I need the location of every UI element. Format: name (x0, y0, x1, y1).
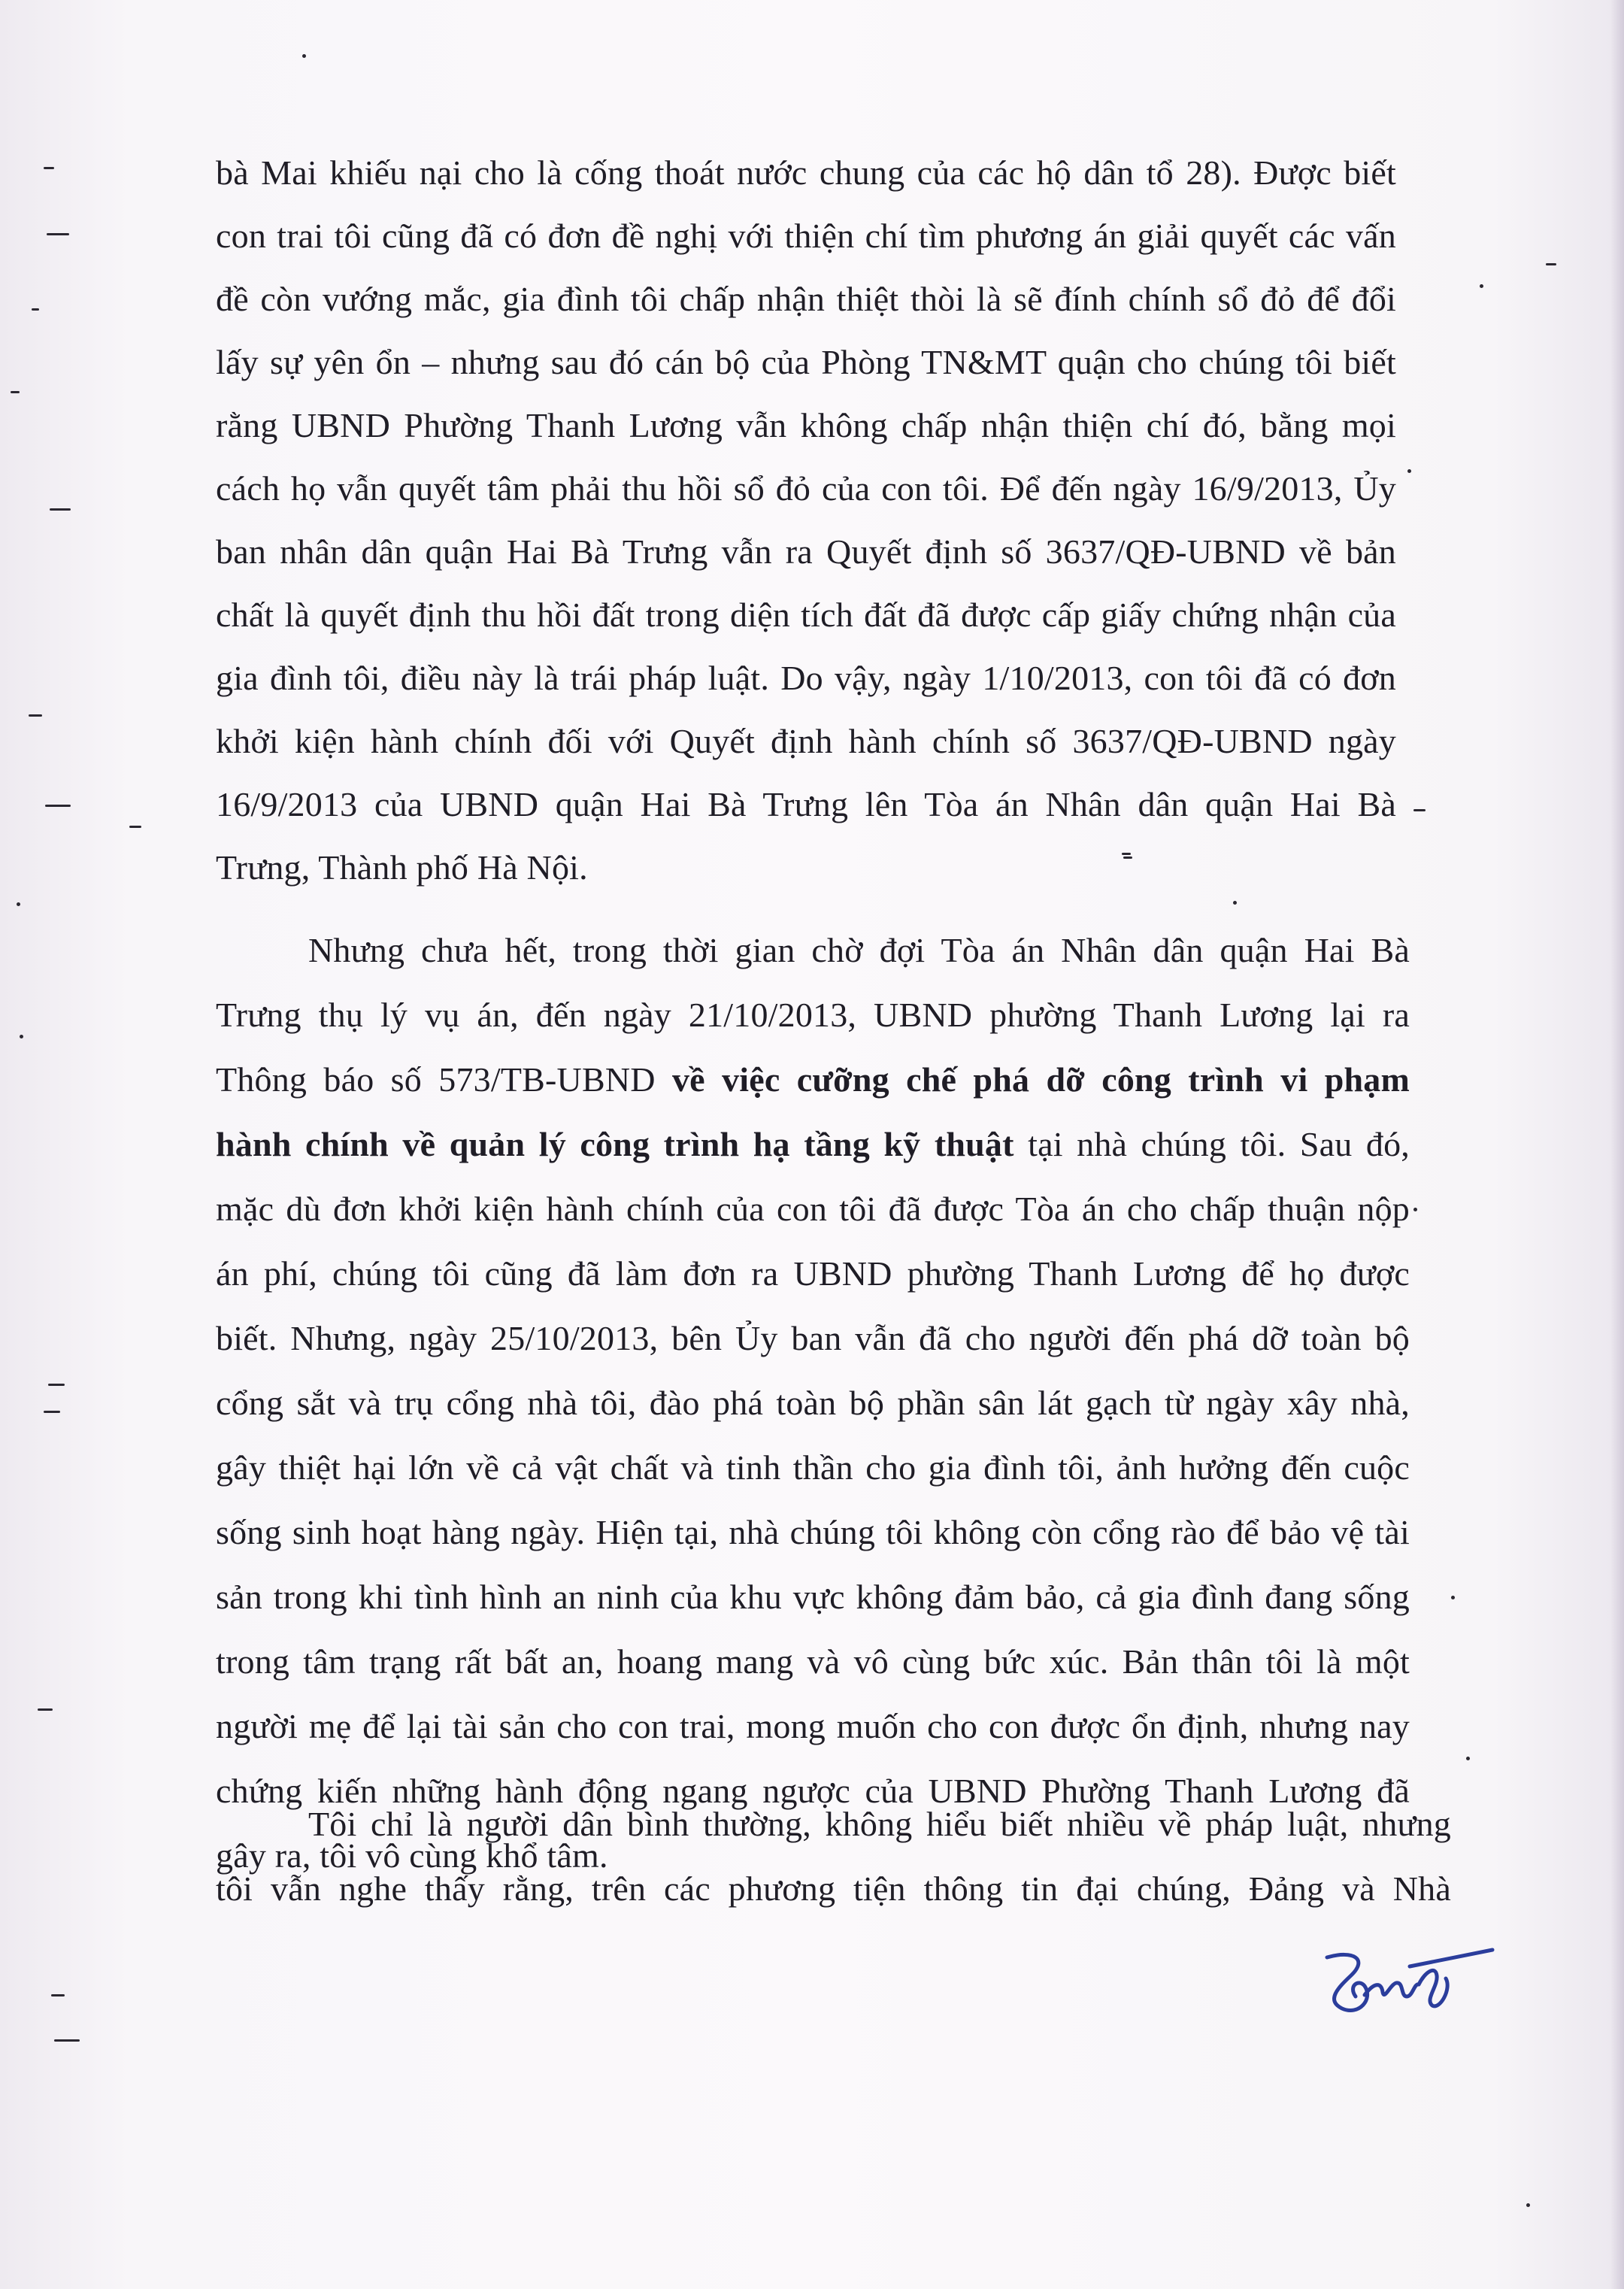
text-line: rằng UBND Phường Thanh Lương vẫn không chấp nhận thiện chí đó, bằng mọi (216, 406, 1396, 444)
text-line: biết. Nhưng, ngày 25/10/2013, bên Ủy ban vẫn đã cho người đến phá dỡ toàn bộ (216, 1319, 1410, 1357)
scan-mark (54, 2039, 80, 2042)
text-line: cách họ vẫn quyết tâm phải thu hồi sổ đỏ của con tôi. Để đến ngày 16/9/2013, Ủy (216, 469, 1396, 508)
text-line: án phí, chúng tôi cũng đã làm đơn ra UBND phường Thanh Lương để họ được (216, 1254, 1410, 1293)
text-line: bà Mai khiếu nại cho là cống thoát nước chung của các hộ dân tổ 28). Được biết (216, 153, 1396, 192)
text-line: mặc dù đơn khởi kiện hành chính của con tôi đã được Tòa án cho chấp thuận nộp (216, 1190, 1410, 1228)
text-line: chứng kiến những hành động ngang ngược của UBND Phường Thanh Lương đã (216, 1772, 1410, 1810)
text-run: Thông báo số 573/TB-UBND (216, 1060, 672, 1099)
text-line: 16/9/2013 của UBND quận Hai Bà Trưng lên Tòa án Nhân dân quận Hai Bà (216, 785, 1396, 823)
scan-mark (44, 1411, 60, 1413)
scan-speck (1413, 1208, 1417, 1211)
scan-mark (1123, 856, 1132, 859)
text-line: sống sinh hoạt hàng ngày. Hiện tại, nhà chúng tôi không còn cổng rào để bảo vệ tài (216, 1513, 1410, 1551)
scan-mark (38, 1708, 53, 1711)
scan-mark (48, 1384, 65, 1386)
text-line: người mẹ để lại tài sản cho con trai, mong muốn cho con được ổn định, nhưng nay (216, 1707, 1410, 1745)
text-line: ban nhân dân quận Hai Bà Trưng vẫn ra Quyết định số 3637/QĐ-UBND về bản (216, 532, 1396, 571)
text-line: đề còn vướng mắc, gia đình tôi chấp nhận thiệt thòi là sẽ đính chính sổ đỏ để đổi (216, 280, 1396, 318)
scan-speck (1480, 284, 1483, 288)
scan-speck (1526, 2203, 1530, 2207)
text-line: gây ra, tôi vô cùng khổ tâm. (216, 1836, 608, 1875)
scan-mark (11, 391, 20, 393)
text-line: trong tâm trạng rất bất an, hoang mang và vô cùng bức xúc. Bản thân tôi là một (216, 1642, 1410, 1681)
bold-text-run: hành chính về quản lý công trình hạ tầng kỹ thuật (216, 1125, 1014, 1163)
text-line: con trai tôi cũng đã có đơn đề nghị với thiện chí tìm phương án giải quyết các vấn (216, 217, 1396, 255)
scan-mark (50, 508, 71, 511)
scan-speck (1407, 469, 1411, 473)
text-line: Tôi chỉ là người dân bình thường, không hiểu biết nhiều về pháp luật, nhưng (308, 1805, 1451, 1843)
text-run: tại nhà chúng tôi. Sau đó, (1013, 1125, 1410, 1163)
scan-mark (51, 1994, 65, 1996)
text-line: khởi kiện hành chính đối với Quyết định hành chính số 3637/QĐ-UBND ngày (216, 722, 1396, 760)
scan-speck (1451, 1596, 1455, 1599)
text-line: Nhưng chưa hết, trong thời gian chờ đợi Tòa án Nhân dân quận Hai Bà (308, 931, 1410, 969)
bold-text-run: về việc cưỡng chế phá dỡ công trình vi phạm (671, 1060, 1410, 1099)
scan-mark (1413, 809, 1426, 811)
text-line: cổng sắt và trụ cổng nhà tôi, đào phá toàn bộ phần sân lát gạch từ ngày xây nhà, (216, 1384, 1410, 1422)
scan-mark (32, 308, 39, 311)
text-line: Trưng, Thành phố Hà Nội. (216, 848, 588, 887)
text-line: chất là quyết định thu hồi đất trong diện tích đất đã được cấp giấy chứng nhận của (216, 596, 1396, 634)
scan-speck (302, 54, 306, 58)
text-line: tôi vẫn nghe thấy rằng, trên các phương tiện thông tin đại chúng, Đảng và Nhà (216, 1869, 1451, 1908)
scan-mark (1122, 853, 1131, 855)
text-line: sản trong khi tình hình an ninh của khu vực không đảm bảo, cả gia đình đang sống (216, 1578, 1410, 1616)
text-line-mixed (216, 1122, 1410, 1167)
scan-speck (17, 902, 20, 906)
page-edge-shadow (1610, 0, 1624, 2289)
text-line: gia đình tôi, điều này là trái pháp luật. Do vậy, ngày 1/10/2013, con tôi đã có đơn (216, 659, 1396, 697)
scan-speck (1233, 901, 1237, 905)
text-line: gây thiệt hại lớn về cả vật chất và tinh thần cho gia đình tôi, ảnh hưởng đến cuộc (216, 1448, 1410, 1487)
scan-mark (47, 233, 69, 235)
scan-mark (29, 714, 42, 717)
scan-speck (20, 1035, 23, 1038)
text-line: Trưng thụ lý vụ án, đến ngày 21/10/2013, UBND phường Thanh Lương lại ra (216, 996, 1410, 1034)
scan-mark (45, 805, 71, 807)
handwritten-signature (1312, 1936, 1507, 2027)
scan-speck (1466, 1757, 1470, 1760)
scan-mark (129, 826, 141, 828)
scan-mark (1546, 263, 1556, 265)
text-line: lấy sự yên ổn – nhưng sau đó cán bộ của Phòng TN&MT quận cho chúng tôi biết (216, 343, 1396, 381)
text-line-mixed (216, 1057, 1410, 1102)
scan-mark (44, 167, 54, 169)
